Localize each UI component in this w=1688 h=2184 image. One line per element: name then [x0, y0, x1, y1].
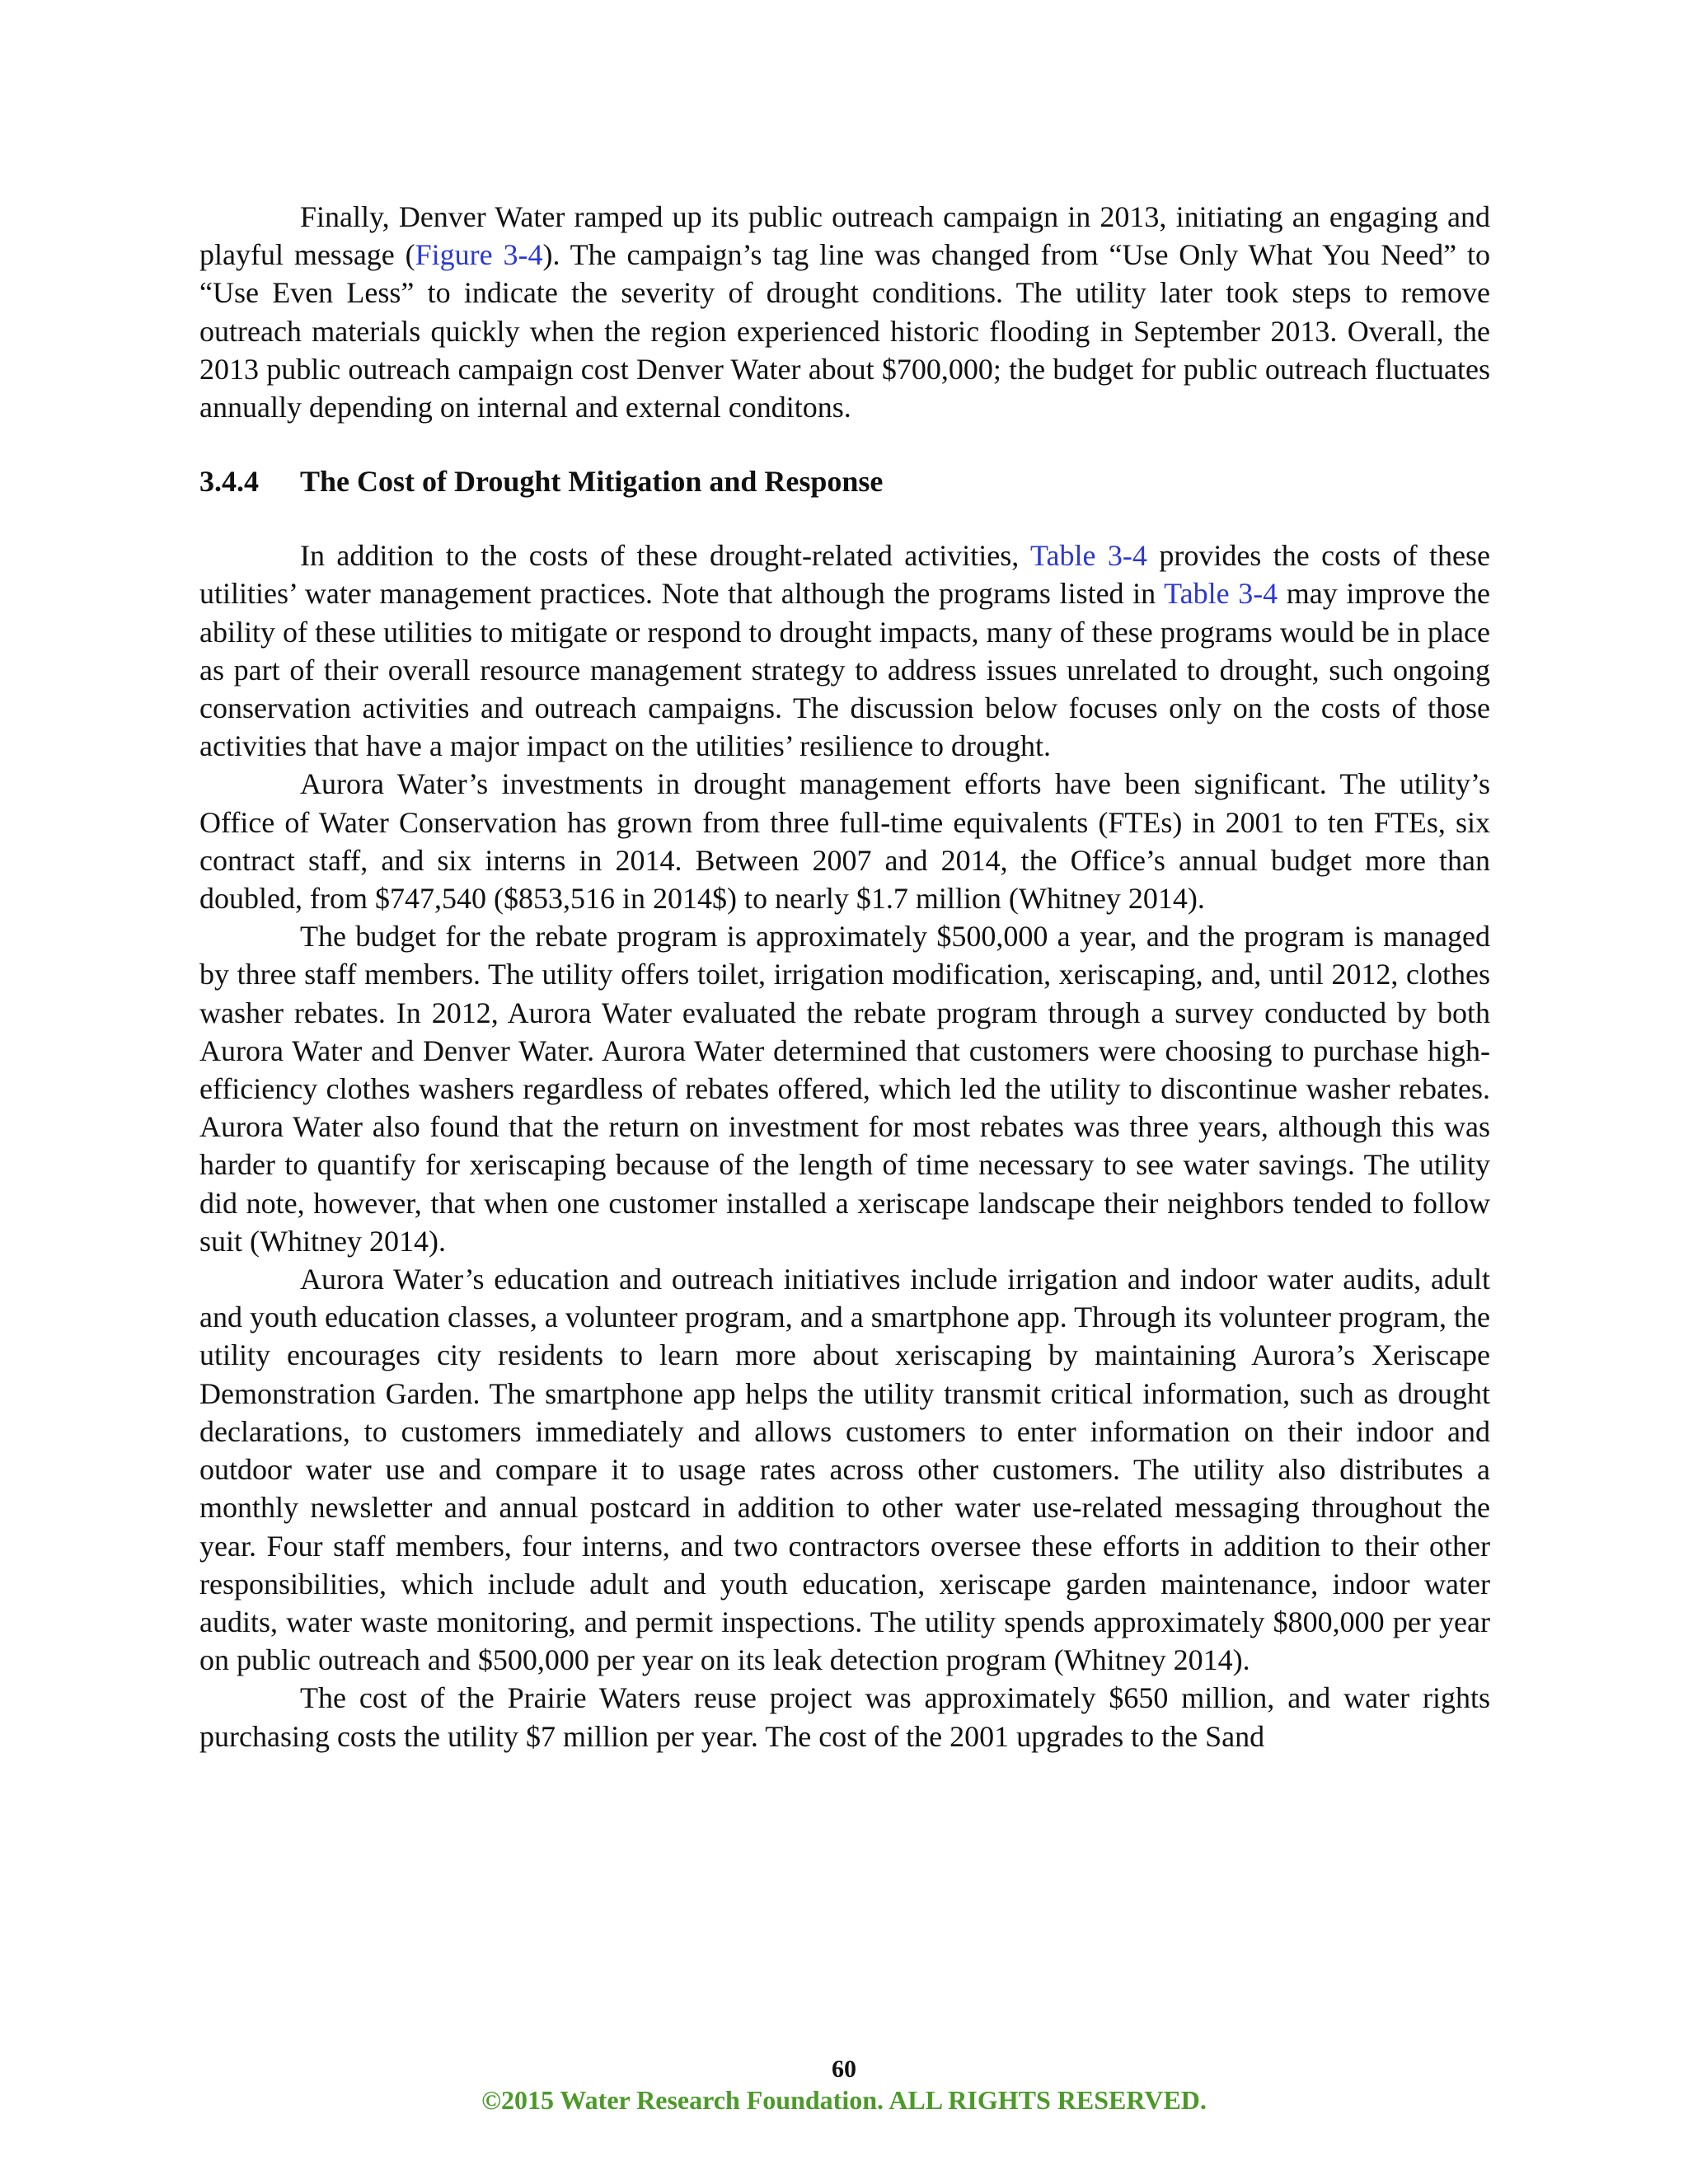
section-heading — [199, 462, 1490, 500]
paragraph-text: In addition to the costs of these drought-related activities, — [300, 539, 1031, 573]
page-number: 60 — [832, 2055, 856, 2083]
section-title: The Cost of Drought Mitigation and Response — [300, 465, 884, 499]
paragraph-text: may improve the ability of these utilities to mitigate or respond to drought impacts, many of these programs would be in place as part of their overall resource management strategy to address issues unrelated to drought, such ongoing conservation activities and outreach campaigns. The discussion below focuses only on the costs of those activities that have a major impact on the utilities’ resilience to drought. — [199, 577, 1490, 763]
paragraph-aurora-investments: Aurora Water’s investments in drought management efforts have been significant. The utility’s Office of Water Conservation has grown from three full-time equivalents (FTEs) in 2001 to ten FTEs, six contract staff, and six interns in 2014. Between 2007 and 2014, the Office’s annual budget more than doubled, from $747,540 ($853,516 in 2014$) to nearly $1.7 million (Whitney 2014). — [199, 767, 1490, 916]
copyright-notice: ©2015 Water Research Foundation. ALL RIGHTS RESERVED. — [481, 2085, 1207, 2115]
page-body — [199, 198, 1490, 1755]
paragraph-prairie-waters: The cost of the Prairie Waters reuse project was approximately $650 million, and water rights purchasing costs the utility $7 million per year. The cost of the 2001 upgrades to the Sand — [199, 1681, 1490, 1753]
paragraph-education-outreach: Aurora Water’s education and outreach initiatives include irrigation and indoor water audits, adult and youth education classes, a volunteer program, and a smartphone app. Through its volunteer program, the utility encourages city residents to learn more about xeriscaping by maintaining Aurora’s Xeriscape Demonstration Garden. The smartphone app helps the utility transmit critical information, such as drought declarations, to customers immediately and allows customers to enter information on their indoor and outdoor water use and compare it to usage rates across other customers. The utility also distributes a monthly newsletter and annual postcard in addition to other water use-related messaging throughout the year. Four staff members, four interns, and two contractors oversee these efforts in addition to their other responsibilities, which include adult and youth education, xeriscape garden maintenance, indoor water audits, water waste monitoring, and permit inspections. The utility spends approximately $800,000 per year on public outreach and $500,000 per year on its leak detection program (Whitney 2014). — [199, 1263, 1490, 1677]
table-3-4-link[interactable]: Table 3-4 — [1164, 577, 1278, 611]
table-3-4-link[interactable]: Table 3-4 — [1030, 539, 1147, 573]
section-number: 3.4.4 — [199, 465, 259, 499]
paragraph-costs-intro — [199, 537, 1490, 765]
figure-3-4-link[interactable]: Figure 3-4 — [415, 238, 543, 272]
paragraph-text: provides the costs of these utilities’ water management practices. Note that although the programs listed in — [199, 539, 1490, 611]
paragraph-rebate-program: The budget for the rebate program is approximately $500,000 a year, and the program is managed by three staff members. The utility offers toilet, irrigation modification, xeriscaping, and, until 2012, clothes washer rebates. In 2012, Aurora Water evaluated the rebate program through a survey conducted by both Aurora Water and Denver Water. Aurora Water determined that customers were choosing to purchase high-efficiency clothes washers regardless of rebates offered, which led the utility to discontinue washer rebates. Aurora Water also found that the return on investment for most rebates was three years, although this was harder to quantify for xeriscaping because of the length of time necessary to see water savings. The utility did note, however, that when one customer installed a xeriscape landscape their neighbors tended to follow suit (Whitney 2014). — [199, 920, 1490, 1258]
paragraph-text: ). The campaign’s tag line was changed from “Use Only What You Need” to “Use Even Less” to indicate the severity of drought conditions. The utility later took steps to remove outreach materials quickly when the region experienced historic flooding in September 2013. Overall, the 2013 public outreach campaign cost Denver Water about $700,000; the budget for public outreach fluctuates annually depending on internal and external conditons. — [199, 238, 1491, 424]
paragraph-text: Finally, Denver Water ramped up its public outreach campaign in 2013, initiating an engaging and playful message ( — [199, 200, 1490, 272]
paragraph-denver-outreach — [199, 198, 1490, 426]
